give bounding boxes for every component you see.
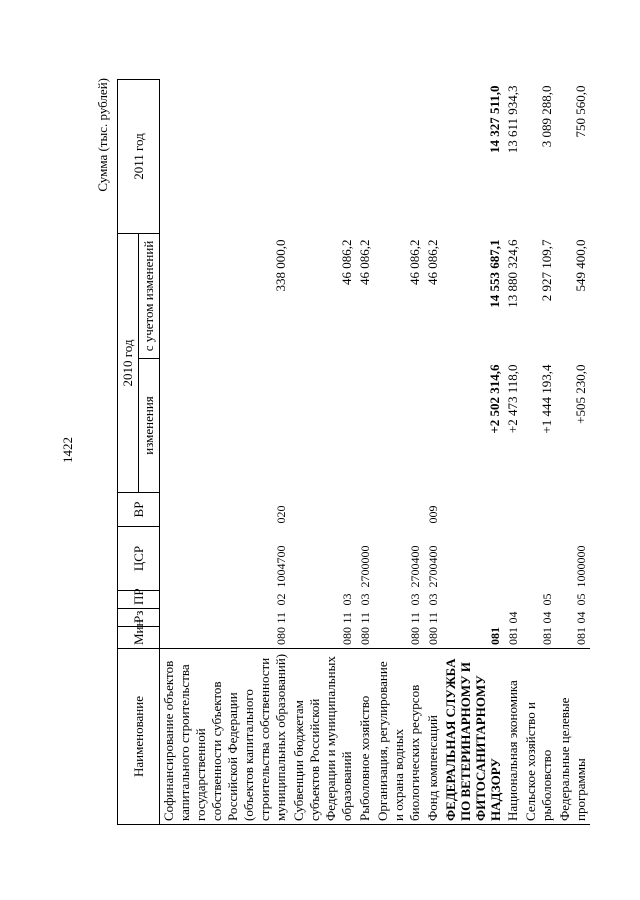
table-row xyxy=(522,80,556,825)
header-pr: ПР xyxy=(118,591,160,609)
row-changes: +2 473 118,0 xyxy=(505,364,520,434)
row-vr xyxy=(374,493,424,527)
row-rz: 11 xyxy=(340,611,354,624)
table-row xyxy=(556,80,590,825)
row-with-changes: 14 553 687,1 xyxy=(487,239,502,308)
table-row xyxy=(290,80,356,825)
row-vr xyxy=(442,493,504,527)
row-min: 080 xyxy=(274,627,288,645)
row-min: 081 xyxy=(488,627,502,645)
row-csr xyxy=(442,527,504,591)
table-row xyxy=(356,80,374,825)
header-vr: ВР xyxy=(118,493,160,527)
table-row xyxy=(424,80,442,825)
row-with-changes: 13 880 324,6 xyxy=(505,239,520,308)
header-2011: 2011 год xyxy=(118,80,160,234)
row-2011 xyxy=(356,80,374,234)
row-changes xyxy=(160,359,291,493)
header-2010: 2010 год xyxy=(118,234,139,493)
row-csr xyxy=(504,527,522,591)
header-rz: Рз xyxy=(118,609,160,627)
row-2011 xyxy=(374,80,424,234)
row-csr xyxy=(290,527,356,591)
row-rz: 11 xyxy=(358,611,372,624)
row-name: Сельское хозяйство и рыболовство xyxy=(522,649,556,825)
row-changes: +1 444 193,4 xyxy=(539,364,554,434)
row-vr xyxy=(522,493,556,527)
row-with-changes: 2 927 109,7 xyxy=(539,239,554,302)
row-min: 080 xyxy=(426,627,440,645)
row-pr: 03 xyxy=(426,593,440,606)
row-rz: 11 xyxy=(408,611,422,624)
unit-note: Сумма (тыс. рублей) xyxy=(95,78,110,192)
row-rz: 04 xyxy=(506,611,520,624)
row-name: Федеральные целевые программы xyxy=(556,649,590,825)
row-csr: 2700400 xyxy=(426,545,440,588)
table-row xyxy=(374,80,424,825)
row-rz: 04 xyxy=(540,611,554,624)
table-row xyxy=(504,80,522,825)
row-changes: +2 502 314,6 xyxy=(487,364,502,434)
row-name: ФЕДЕРАЛЬНАЯ СЛУЖБА ПО ВЕТЕРИНАРНОМУ И ФИТОСАНИТАРНОМУ НАДЗОРУ xyxy=(442,649,504,825)
row-csr: 2700400 xyxy=(408,545,422,588)
row-csr xyxy=(522,527,556,591)
row-csr: 2700000 xyxy=(358,545,372,588)
row-name: Рыболовное хозяйство xyxy=(356,649,374,825)
row-min: 081 xyxy=(506,627,520,645)
row-pr: 05 xyxy=(574,593,588,606)
row-2011: 13 611 934,3 xyxy=(505,85,520,154)
row-pr: 03 xyxy=(358,593,372,606)
row-2011 xyxy=(424,80,442,234)
row-2011: 3 089 288,0 xyxy=(539,85,554,148)
row-pr: 03 xyxy=(340,593,354,606)
page-number: 1422 xyxy=(60,437,75,463)
row-vr xyxy=(504,493,522,527)
row-csr: 1000000 xyxy=(574,545,588,588)
row-min: 080 xyxy=(340,627,354,645)
row-pr: 02 xyxy=(274,593,288,606)
row-with-changes: 46 086,2 xyxy=(425,239,440,285)
row-rz: 11 xyxy=(426,611,440,624)
row-vr xyxy=(556,493,590,527)
row-vr: 020 xyxy=(274,505,288,524)
row-changes xyxy=(290,359,356,493)
row-min: 080 xyxy=(408,627,422,645)
row-min: 081 xyxy=(574,627,588,645)
row-changes xyxy=(374,359,424,493)
row-name: Организация, регулирование и охрана водных биологических ресурсов xyxy=(374,649,424,825)
row-rz: 04 xyxy=(574,611,588,624)
row-pr: 03 xyxy=(408,593,422,606)
header-name: Наименование xyxy=(118,649,160,825)
row-name: Софинансирование объектов капитального строительства государственной собственности субъектов Российской Федерации (объектов капитального строительства собственности муниципальных образований) xyxy=(160,649,291,825)
rotated-page xyxy=(20,20,620,880)
row-with-changes: 338 000,0 xyxy=(273,239,288,292)
row-rz: 11 xyxy=(274,611,288,624)
row-2011 xyxy=(290,80,356,234)
row-vr xyxy=(356,493,374,527)
header-min: Мин xyxy=(118,627,160,649)
row-vr xyxy=(290,493,356,527)
row-pr: 05 xyxy=(540,593,554,606)
row-rz xyxy=(442,609,504,627)
header-with-changes: с учетом изменений xyxy=(139,234,160,359)
row-min: 080 xyxy=(358,627,372,645)
row-2011 xyxy=(160,80,291,234)
header-changes: изменения xyxy=(139,359,160,493)
row-pr xyxy=(504,591,522,609)
row-with-changes: 46 086,2 xyxy=(357,239,372,285)
row-csr: 1004700 xyxy=(274,545,288,588)
table-body xyxy=(160,80,591,825)
row-changes xyxy=(356,359,374,493)
header-csr: ЦСР xyxy=(118,527,160,591)
budget-table xyxy=(117,79,590,825)
row-with-changes: 46 086,2 xyxy=(339,239,354,285)
row-2011: 750 560,0 xyxy=(573,85,588,138)
row-changes xyxy=(424,359,442,493)
row-2011: 14 327 511,0 xyxy=(487,85,502,154)
row-with-changes: 549 400,0 xyxy=(573,239,588,292)
row-name: Субвенции бюджетам субъектов Российской Федерации и муниципальных образований xyxy=(290,649,356,825)
row-changes: +505 230,0 xyxy=(573,364,588,424)
row-vr: 009 xyxy=(426,505,440,524)
row-with-changes: 46 086,2 xyxy=(407,239,422,285)
row-name: Национальная экономика xyxy=(504,649,522,825)
row-name: Фонд компенсаций xyxy=(424,649,442,825)
table-row xyxy=(160,80,291,825)
row-min: 081 xyxy=(540,627,554,645)
table-row xyxy=(442,80,504,825)
row-pr xyxy=(442,591,504,609)
